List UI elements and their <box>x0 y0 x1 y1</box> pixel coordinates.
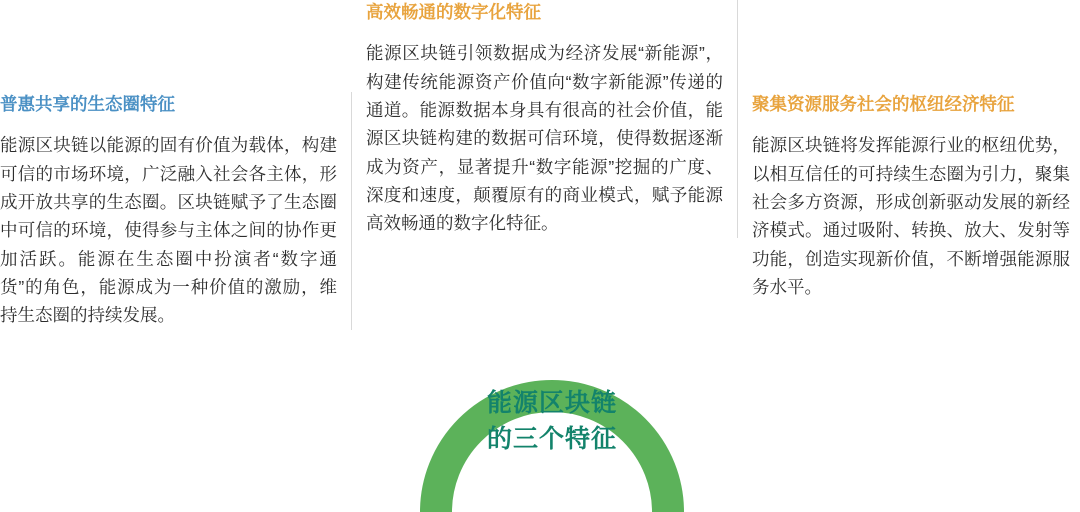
center-label-line2: 的三个特征 <box>486 424 617 453</box>
column-middle <box>366 0 738 238</box>
column-left-title: 普惠共享的生态圈特征 <box>0 94 175 114</box>
column-left-body: 能源区块链以能源的固有价值为载体，构建可信的市场环境，广泛融入社会各主体，形成开放共享的生态圈。区块链赋予了生态圈中可信的环境，使得参与主体之间的协作更加活跃。能源在生态圈中扮演者“数字通货”的角色，能源成为一种价值的激励，维持生态圈的持续发展。 <box>0 135 337 326</box>
center-arc-graphic <box>404 312 700 512</box>
column-right-title: 聚集资源服务社会的枢纽经济特征 <box>752 94 1015 114</box>
column-middle-title: 高效畅通的数字化特征 <box>366 2 541 22</box>
center-label <box>404 386 700 457</box>
column-right <box>752 92 1070 301</box>
center-label-line1: 能源区块链 <box>486 389 617 417</box>
column-right-body: 能源区块链将发挥能源行业的枢纽优势，以相互信任的可持续生态圈为引力，聚集社会多方资源，形成创新驱动发展的新经济模式。通过吸附、转换、放大、发射等功能，创造实现新价值，不断增强能源服务水平。 <box>752 135 1070 298</box>
column-left <box>0 92 352 330</box>
column-middle-body: 能源区块链引领数据成为经济发展“新能源”，构建传统能源资产价值向“数字新能源”传递的通道。能源数据本身具有很高的社会价值，能源区块链构建的数据可信环境，使得数据逐渐成为资产，显著提升“数字能源”挖掘的广度、深度和速度，颠覆原有的商业模式，赋予能源高效畅通的数字化特征。 <box>366 43 723 234</box>
